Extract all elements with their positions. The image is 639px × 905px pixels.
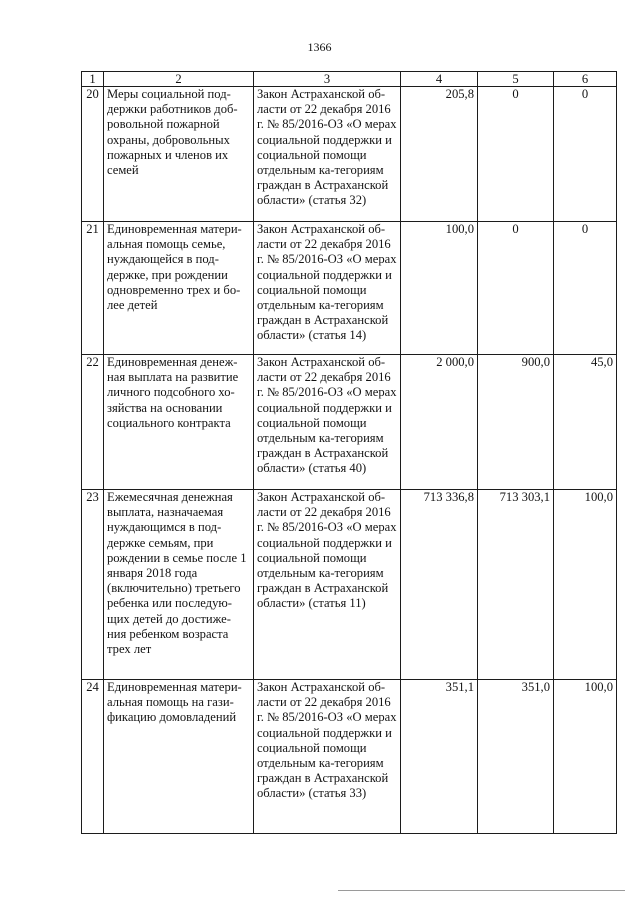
table-row	[82, 355, 617, 490]
col-header-4: 4	[401, 72, 478, 87]
header-row	[82, 72, 617, 87]
value-col-6: 45,0	[554, 355, 617, 490]
table-row	[82, 222, 617, 355]
value-col-5: 713 303,1	[478, 490, 554, 680]
col-header-2: 2	[104, 72, 254, 87]
value-col-6: 0	[554, 222, 617, 355]
value-col-4: 2 000,0	[401, 355, 478, 490]
value-col-5: 0	[478, 222, 554, 355]
budget-table	[81, 71, 617, 834]
row-number: 22	[82, 355, 104, 490]
legal-basis: Закон Астраханской об-ласти от 22 декабря 2016 г. № 85/2016-ОЗ «О мерах социальной поддержки и социальной помощи отдельным ка-тегориям граждан в Астраханской области» (статья 11)	[254, 490, 401, 680]
value-col-4: 351,1	[401, 680, 478, 834]
row-number: 20	[82, 87, 104, 222]
table-row	[82, 87, 617, 222]
value-col-6: 100,0	[554, 680, 617, 834]
table-row	[82, 680, 617, 834]
row-number: 23	[82, 490, 104, 680]
col-header-6: 6	[554, 72, 617, 87]
value-col-5: 900,0	[478, 355, 554, 490]
value-col-6: 0	[554, 87, 617, 222]
measure-name: Единовременная денеж-ная выплата на развитие личного подсобного хо-зяйства на основании социального контракта	[104, 355, 254, 490]
value-col-4: 100,0	[401, 222, 478, 355]
measure-name: Ежемесячная денежная выплата, назначаемая нуждающимся в под-держке семьям, при рождении в семье после 1 января 2018 года (включительно) третьего ребенка или последую-щих детей до достиже-ния ребенком возраста трех лет	[104, 490, 254, 680]
page-number: 1366	[307, 40, 332, 54]
value-col-5: 351,0	[478, 680, 554, 834]
measure-name: Единовременная матери-альная помощь семье, нуждающейся в под-держке, при рождении одновременно трех и бо-лее детей	[104, 222, 254, 355]
table-row	[82, 490, 617, 680]
legal-basis: Закон Астраханской об-ласти от 22 декабря 2016 г. № 85/2016-ОЗ «О мерах социальной поддержки и социальной помощи отдельным ка-тегориям граждан в Астраханской области» (статья 33)	[254, 680, 401, 834]
col-header-5: 5	[478, 72, 554, 87]
value-col-4: 205,8	[401, 87, 478, 222]
legal-basis: Закон Астраханской об-ласти от 22 декабря 2016 г. № 85/2016-ОЗ «О мерах социальной поддержки и социальной помощи отдельным ка-тегориям граждан в Астраханской области» (статья 40)	[254, 355, 401, 490]
measure-name: Единовременная матери-альная помощь на гази-фикацию домовладений	[104, 680, 254, 834]
legal-basis: Закон Астраханской об-ласти от 22 декабря 2016 г. № 85/2016-ОЗ «О мерах социальной поддержки и социальной помощи отдельным ка-тегориям граждан в Астраханской области» (статья 32)	[254, 87, 401, 222]
col-header-1: 1	[82, 72, 104, 87]
legal-basis: Закон Астраханской об-ласти от 22 декабря 2016 г. № 85/2016-ОЗ «О мерах социальной поддержки и социальной помощи отдельным ка-тегориям граждан в Астраханской области» (статья 14)	[254, 222, 401, 355]
row-number: 24	[82, 680, 104, 834]
value-col-4: 713 336,8	[401, 490, 478, 680]
measure-name: Меры социальной под-держки работников доб-ровольной пожарной охраны, добровольных пожарных и членов их семей	[104, 87, 254, 222]
value-col-6: 100,0	[554, 490, 617, 680]
row-number: 21	[82, 222, 104, 355]
col-header-3: 3	[254, 72, 401, 87]
value-col-5: 0	[478, 87, 554, 222]
bottom-rule	[338, 890, 625, 891]
